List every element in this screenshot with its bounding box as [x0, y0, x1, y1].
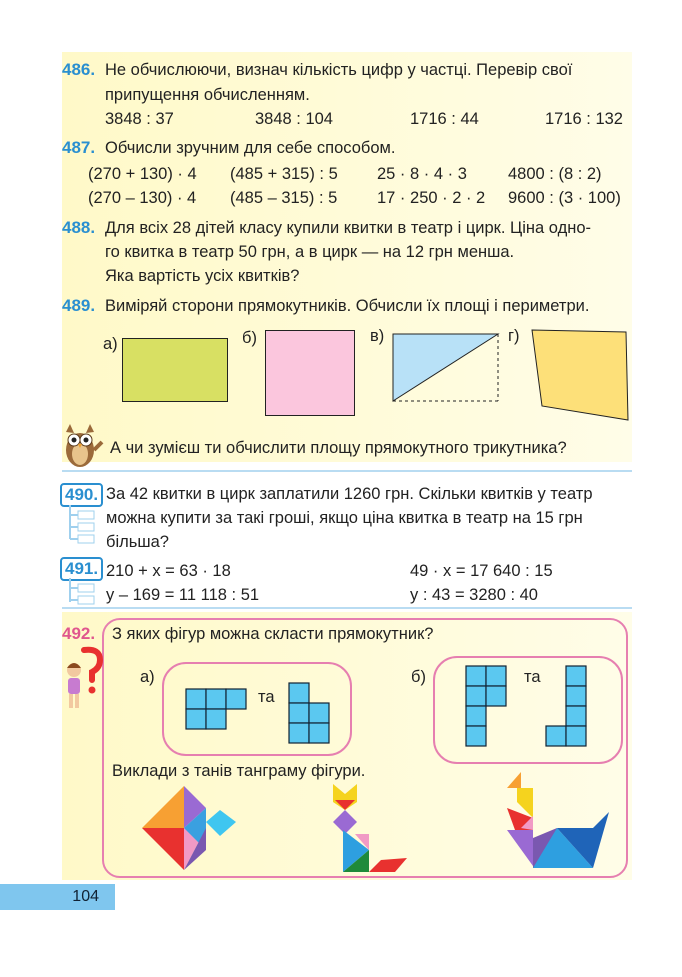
task490-line1: За 42 квитки в цирк заплатили 1260 грн. Скільки квитків у театр — [106, 485, 593, 503]
task487-r1-1: (270 + 130) · 4 — [88, 165, 197, 183]
girl-question-icon — [60, 646, 106, 716]
tangram-fish — [140, 782, 240, 874]
task491-eq1: 210 + x = 63 · 18 — [106, 562, 231, 580]
task486-expr-2: 3848 : 104 — [255, 110, 333, 128]
task486-text-line1: Не обчислюючи, визнач кількість цифр у частці. Перевір свої — [105, 61, 573, 79]
option-b-and: та — [524, 668, 541, 686]
tree-diagram-icon — [64, 505, 98, 545]
task491-eq4: y : 43 = 3280 : 40 — [410, 586, 538, 604]
tangram-instruction: Виклади з танів танграму фігури. — [112, 762, 366, 780]
task486-expr-1: 3848 : 37 — [105, 110, 174, 128]
task487-title: Обчисли зручним для себе способом. — [105, 139, 396, 157]
tangram-cat — [325, 780, 411, 876]
triangle-v — [392, 333, 500, 403]
task490-line2: можна купити за такі гроші, якщо ціна квитка в театр на 15 грн — [106, 509, 583, 527]
task-number-488: 488. — [62, 218, 96, 237]
quadrilateral-g — [530, 328, 630, 423]
option-a-shape-2 — [288, 682, 332, 746]
task487-r2-4: 9600 : (3 · 100) — [508, 189, 621, 207]
task487-r1-3: 25 · 8 · 4 · 3 — [377, 165, 467, 183]
task487-r2-1: (270 – 130) · 4 — [88, 189, 197, 207]
rectangle-b — [265, 330, 355, 416]
task489-label-g: г) — [508, 327, 520, 345]
task489-label-a: а) — [103, 335, 118, 353]
task-number-491: 491. — [60, 557, 103, 581]
task-number-489: 489. — [62, 296, 96, 315]
tangram-bird — [497, 768, 615, 876]
task-number-487: 487. — [62, 138, 96, 157]
page-number: 104 — [0, 884, 115, 910]
task486-expr-4: 1716 : 132 — [545, 110, 623, 128]
option-b-shape-2 — [545, 665, 589, 751]
option-a-shape-1 — [185, 688, 249, 732]
option-b-shape-1 — [465, 665, 509, 751]
task488-line3: Яка вартість усіх квитків? — [105, 267, 300, 285]
task491-eq2: 49 · x = 17 640 : 15 — [410, 562, 553, 580]
task486-expr-3: 1716 : 44 — [410, 110, 479, 128]
separator-top — [62, 470, 632, 472]
task487-r1-2: (485 + 315) : 5 — [230, 165, 338, 183]
task488-line2: го квитка в театр 50 грн, а в цирк — на 12 грн менша. — [105, 243, 515, 261]
option-b-label: б) — [411, 668, 426, 686]
task487-r2-3: 17 · 250 · 2 · 2 — [377, 189, 486, 207]
option-a-label: а) — [140, 668, 155, 686]
task490-line3: більша? — [106, 533, 169, 551]
task-number-490: 490. — [60, 483, 103, 507]
option-a-and: та — [258, 688, 275, 706]
rectangle-a — [122, 338, 228, 402]
separator-bottom — [62, 607, 632, 609]
owl-icon — [58, 420, 106, 470]
task488-line1: Для всіх 28 дітей класу купили квитки в театр і цирк. Ціна одно- — [105, 219, 592, 237]
task487-r2-2: (485 – 315) : 5 — [230, 189, 338, 207]
task-number-486: 486. — [62, 60, 96, 79]
task491-eq3: y – 169 = 11 118 : 51 — [106, 586, 260, 604]
task-number-492: 492. — [62, 624, 96, 643]
task492-question: З яких фігур можна скласти прямокутник? — [112, 625, 434, 643]
task489-title: Виміряй сторони прямокутників. Обчисли їх площі і периметри. — [105, 297, 590, 315]
task489-label-v: в) — [370, 327, 385, 345]
task487-r1-4: 4800 : (8 : 2) — [508, 165, 602, 183]
task489-label-b: б) — [242, 329, 257, 347]
task486-text-line2: припущення обчисленням. — [105, 86, 310, 104]
tree-diagram-icon-2 — [64, 578, 98, 608]
owl-question-text: А чи зумієш ти обчислити площу прямокутного трикутника? — [110, 439, 567, 457]
